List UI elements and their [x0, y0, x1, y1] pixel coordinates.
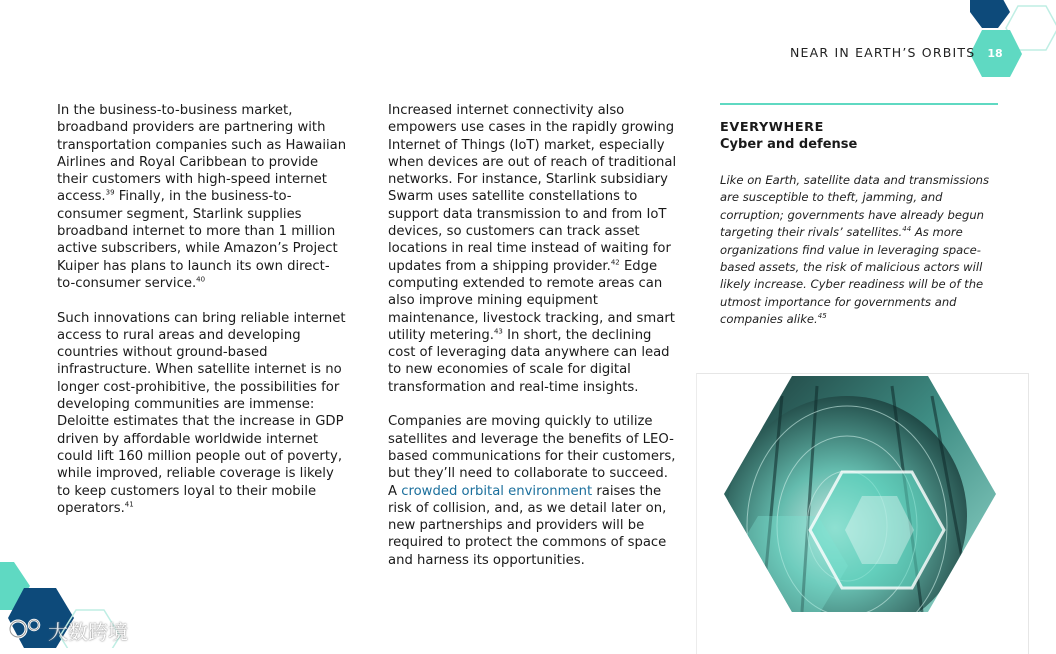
watermark-text: 大数跨境 [48, 620, 128, 644]
text: In short, the declining cost of leveraging data anywhere can lead to new economies of scale for digital transformation and real-time insights. [388, 327, 670, 395]
footnote-ref[interactable]: 45 [817, 312, 827, 321]
footnote-ref[interactable]: 39 [105, 189, 115, 198]
text: raises the risk of collision, and, as we detail later on, new partnerships and providers will be required to protect the commons of space and harness its opportunities. [388, 483, 667, 568]
page-number: 18 [987, 47, 1003, 60]
footnote-ref[interactable]: 42 [610, 258, 620, 267]
text: Finally, in the business-to-consumer segment, Starlink supplies broadband internet to more than 1 million active subscribers, while Amazon’s Project Kuiper has plans to launch its own direct-to-consumer service. [57, 189, 338, 291]
text: Like on Earth, satellite data and transmissions are susceptible to theft, jamming, and corruption; governments have already begun targeting their rivals’ satellites. [720, 173, 990, 240]
sidebar-kicker: EVERYWHERE [720, 120, 824, 135]
satellite-interior-image [722, 376, 998, 648]
sidebar-rule [720, 103, 998, 105]
paragraph-2 [388, 413, 680, 569]
section-title: NEAR IN EARTH’S ORBITS [790, 45, 976, 60]
text: In the business-to-business market, broadband providers are partnering with transportation companies such as Hawaiian Airlines and Royal Caribbean to provide their customers with high-speed internet access. [57, 103, 347, 205]
text: Companies are moving quickly to utilize satellites and leverage the benefits of LEO-based communications for their customers, but they’ll need to collaborate to succeed. A [388, 414, 676, 499]
paragraph-2 [57, 310, 347, 518]
sidebar-heading: Cyber and defense [720, 137, 858, 152]
text: Edge computing extended to remote areas can also improve mining equipment maintenance, livestock tracking, and smart utility metering. [388, 258, 675, 343]
column-left [57, 102, 347, 534]
text: Increased internet connectivity also empowers use cases in the rapidly growing Internet of Things (IoT) market, especially when devices are out of reach of traditional networks. For instance, Starlink subsidiary Swarm uses satellite constellations to support data transmission to and from IoT devices, so customers can track asset locations in real time instead of waiting for updates from a shipping provider. [388, 103, 677, 274]
sidebar-body [720, 172, 1004, 329]
column-middle [388, 102, 680, 586]
paragraph-1 [57, 102, 347, 292]
watermark-logo-icon [8, 616, 48, 642]
footnote-ref[interactable]: 40 [196, 275, 206, 284]
text: Such innovations can bring reliable internet access to rural areas and developing countries without ground-based infrastructure. When satellite internet is no longer cost-prohibitive, the possibilities for developing communities are immense: Deloitte estimates that the increase in GDP driven by affordable worldwide internet could lift 160 million people out of poverty, while improved, reliable coverage is likely to keep customers loyal to their mobile operators. [57, 310, 346, 516]
crowded-orbital-link[interactable]: crowded orbital environment [401, 483, 593, 499]
footnote-ref[interactable]: 44 [902, 225, 912, 234]
text: As more organizations find value in leveraging space-based assets, the risk of malicious actors will likely increase. Cyber readiness will be of the utmost importance for governments and companies alike. [720, 225, 984, 327]
footnote-ref[interactable]: 41 [124, 500, 134, 509]
footnote-ref[interactable]: 43 [493, 327, 503, 336]
paragraph-1 [388, 102, 680, 396]
